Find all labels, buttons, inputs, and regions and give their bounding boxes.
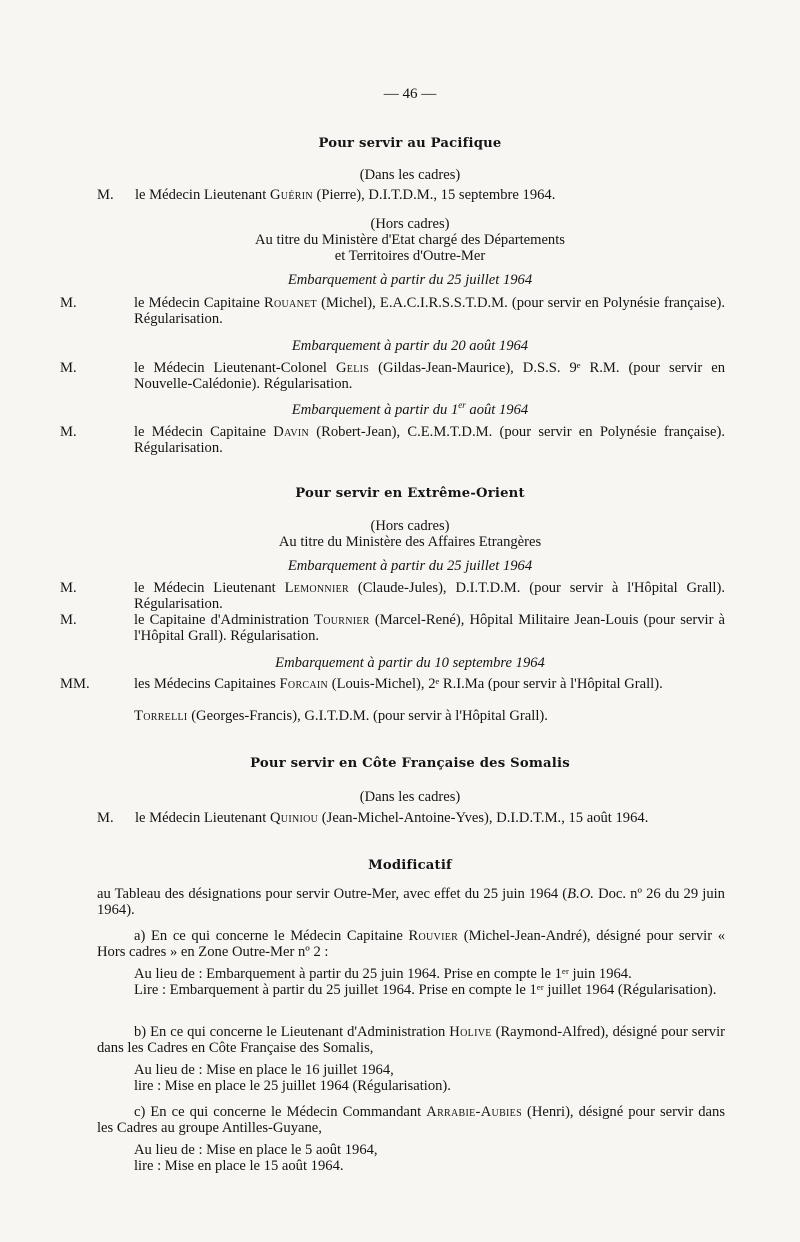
designation-entry	[97, 810, 725, 826]
entry-text: (Gildas-Jean-Maurice), D.S.S. 9ᵉ R.M. (pour servir en Nouvelle-Calédonie). Régularisation.	[134, 360, 725, 392]
embarquement-date	[0, 402, 800, 418]
dans-cadres-label: (Dans les cadres)	[359, 789, 461, 805]
section-title-somalis: Pour servir en Côte Française des Somalis	[250, 756, 570, 771]
entry-text: le Médecin Capitaine	[134, 295, 260, 311]
dans-cadres-label: (Dans les cadres)	[359, 167, 461, 183]
ministere-line: Au titre du Ministère d'Etat chargé des Départements	[255, 232, 565, 248]
entry-prefix: M.	[60, 424, 77, 440]
entry-name: Forcain	[279, 676, 329, 692]
designation-entry	[60, 612, 725, 644]
ordinal-sup: er	[458, 400, 466, 411]
designation-entry	[97, 708, 762, 724]
modificatif-au-lieu: Au lieu de : Mise en place le 5 août 1964,	[134, 1142, 378, 1158]
item-text: a) En ce qui concerne le Médecin Capitaine	[134, 928, 403, 944]
entry-text: les Médecins Capitaines	[134, 676, 276, 692]
modificatif-item-b	[97, 1024, 725, 1056]
entry-prefix: M.	[60, 580, 77, 596]
entry-prefix: MM.	[60, 676, 90, 692]
intro-text: au Tableau des désignations pour servir Outre-Mer, avec effet du 25 juin 1964 (	[97, 886, 568, 902]
entry-text: le Médecin Lieutenant	[135, 810, 267, 826]
item-text: (Raymond-Alfred), désigné pour servir dans les Cadres en Côte Française des Somalis,	[97, 1024, 725, 1056]
entry-text: (Jean-Michel-Antoine-Yves), D.I.D.T.M., 15 août 1964.	[321, 810, 649, 826]
designation-entry	[97, 187, 725, 203]
modificatif-item-c	[97, 1104, 725, 1136]
entry-text: (Marcel-René), Hôpital Militaire Jean-Louis (pour servir à l'Hôpital Grall). Régularisation.	[134, 612, 725, 644]
hors-cadres-label: (Hors cadres)	[370, 216, 450, 232]
embarquement-date: Embarquement à partir du 10 septembre 1964	[275, 655, 545, 671]
designation-entry	[60, 424, 725, 456]
embarquement-date: Embarquement à partir du 25 juillet 1964	[287, 272, 533, 288]
modificatif-lire: lire : Mise en place le 25 juillet 1964 (Régularisation).	[134, 1078, 451, 1094]
modificatif-item-a	[97, 928, 725, 960]
entry-prefix: M.	[97, 810, 114, 826]
hors-cadres-label: (Hors cadres)	[370, 518, 450, 534]
entry-name: Lemonnier	[284, 580, 349, 596]
ministere-line: Au titre du Ministère des Affaires Etrangères	[278, 534, 542, 550]
entry-name: Rouanet	[263, 295, 317, 311]
embarquement-date: Embarquement à partir du 20 août 1964	[291, 338, 529, 354]
embarquement-text: Embarquement à partir du 1	[291, 402, 459, 418]
entry-text: (Claude-Jules), D.I.T.D.M. (pour servir à l'Hôpital Grall). Régularisation.	[134, 580, 725, 612]
entry-prefix: M.	[60, 360, 77, 376]
entry-prefix: M.	[97, 187, 114, 203]
section-title-pacifique: Pour servir au Pacifique	[318, 136, 502, 151]
section-title-extreme-orient: Pour servir en Extrême-Orient	[295, 486, 525, 501]
entry-name: Guérin	[269, 187, 313, 203]
item-text: (Henri), désigné pour servir dans les Cadres au groupe Antilles-Guyane,	[97, 1104, 725, 1136]
modificatif-intro	[97, 886, 725, 918]
entry-text: (Georges-Francis), G.I.T.D.M. (pour servir à l'Hôpital Grall).	[191, 708, 548, 724]
entry-name: Torrelli	[134, 708, 188, 724]
entry-text: le Médecin Lieutenant	[134, 580, 276, 596]
entry-name: Tournier	[313, 612, 370, 628]
entry-name: Rouvier	[408, 928, 459, 944]
designation-entry	[60, 580, 725, 612]
entry-name: Holive	[449, 1024, 492, 1040]
entry-text: (Louis-Michel), 2ᵉ R.I.Ma (pour servir à l'Hôpital Grall).	[331, 676, 663, 692]
modificatif-lire: lire : Mise en place le 15 août 1964.	[134, 1158, 344, 1174]
entry-prefix: M.	[60, 612, 77, 628]
item-text: b) En ce qui concerne le Lieutenant d'Administration	[134, 1024, 446, 1040]
modificatif-lire: Lire : Embarquement à partir du 25 juillet 1964. Prise en compte le 1ᵉʳ juillet 1964 (Régularisation).	[134, 982, 717, 998]
intro-text: Doc. nº 26 du 29 juin 1964).	[97, 886, 725, 918]
designation-entry	[60, 676, 725, 692]
modificatif-au-lieu: Au lieu de : Mise en place le 16 juillet 1964,	[134, 1062, 394, 1078]
intro-ref: B.O.	[567, 886, 594, 902]
embarquement-text: août 1964	[465, 402, 529, 418]
entry-text: le Capitaine d'Administration	[134, 612, 309, 628]
designation-entry	[60, 360, 725, 392]
item-text: c) En ce qui concerne le Médecin Commandant	[134, 1104, 422, 1120]
entry-name: Davin	[273, 424, 309, 440]
page-number: — 46 —	[383, 86, 437, 102]
entry-name: Gelis	[335, 360, 370, 376]
designation-entry	[60, 295, 726, 327]
section-title-modificatif: Modificatif	[368, 858, 452, 873]
ministere-line: et Territoires d'Outre-Mer	[334, 248, 486, 264]
entry-name: Quiniou	[269, 810, 319, 826]
entry-prefix: M.	[60, 295, 77, 311]
entry-text: (Robert-Jean), C.E.M.T.D.M. (pour servir en Polynésie française). Régularisation.	[134, 424, 725, 456]
entry-text: le Médecin Lieutenant-Colonel	[134, 360, 327, 376]
entry-text: le Médecin Lieutenant	[135, 187, 267, 203]
modificatif-au-lieu: Au lieu de : Embarquement à partir du 25 juin 1964. Prise en compte le 1ᵉʳ juin 1964.	[134, 966, 632, 982]
entry-name: Arrabie-Aubies	[426, 1104, 522, 1120]
entry-text: (Michel), E.A.C.I.R.S.S.T.D.M. (pour servir en Polynésie française). Régularisation.	[134, 295, 726, 327]
item-text: (Michel-Jean-André), désigné pour servir « Hors cadres » en Zone Outre-Mer nº 2 :	[97, 928, 726, 960]
embarquement-date: Embarquement à partir du 25 juillet 1964	[287, 558, 533, 574]
entry-text: (Pierre), D.I.T.D.M., 15 septembre 1964.	[316, 187, 556, 203]
entry-text: le Médecin Capitaine	[134, 424, 266, 440]
